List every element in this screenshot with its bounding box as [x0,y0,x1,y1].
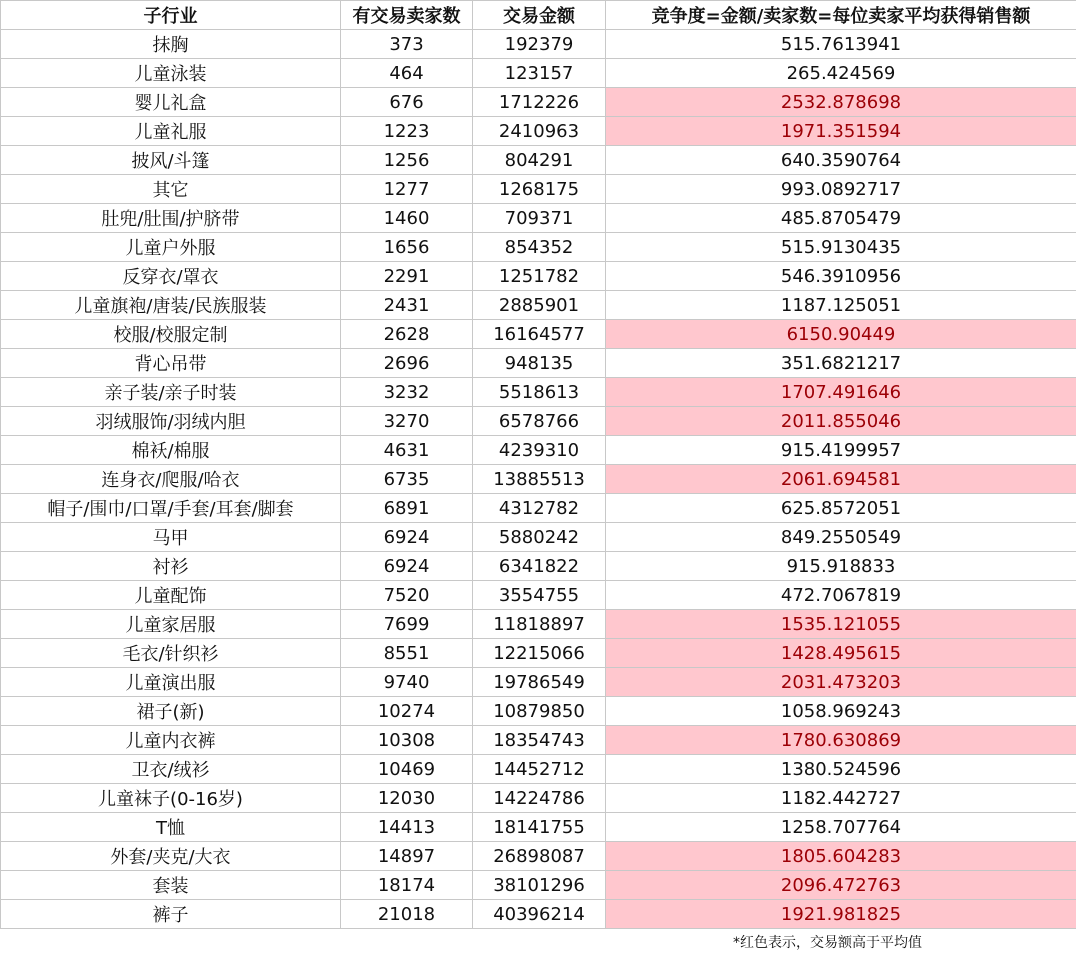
industry-cell: 儿童旗袍/唐装/民族服装 [1,291,341,320]
sellers-cell: 14413 [341,813,473,842]
ratio-cell: 1182.442727 [606,784,1076,813]
amount-cell: 854352 [473,233,606,262]
table-row [1,204,1076,233]
ratio-cell: 915.4199957 [606,436,1076,465]
amount-cell: 18141755 [473,813,606,842]
sellers-cell: 2431 [341,291,473,320]
table-row [1,465,1076,494]
ratio-cell: 2096.472763 [606,871,1076,900]
industry-cell: 背心吊带 [1,349,341,378]
ratio-cell: 2061.694581 [606,465,1076,494]
industry-cell: 儿童演出服 [1,668,341,697]
sellers-cell: 14897 [341,842,473,871]
industry-cell: 衬衫 [1,552,341,581]
ratio-cell: 351.6821217 [606,349,1076,378]
sellers-cell: 1460 [341,204,473,233]
amount-cell: 12215066 [473,639,606,668]
sellers-cell: 6924 [341,523,473,552]
amount-cell: 1712226 [473,88,606,117]
table-row [1,494,1076,523]
table-row [1,697,1076,726]
ratio-cell: 1780.630869 [606,726,1076,755]
sellers-cell: 676 [341,88,473,117]
sellers-cell: 6735 [341,465,473,494]
table-row [1,639,1076,668]
industry-cell: 儿童礼服 [1,117,341,146]
sellers-cell: 12030 [341,784,473,813]
table-row [1,233,1076,262]
industry-cell: 儿童内衣裤 [1,726,341,755]
header-sellers: 有交易卖家数 [341,1,473,30]
table-row [1,146,1076,175]
sellers-cell: 7520 [341,581,473,610]
ratio-cell: 1380.524596 [606,755,1076,784]
industry-cell: 抹胸 [1,30,341,59]
table-row [1,552,1076,581]
ratio-cell: 640.3590764 [606,146,1076,175]
ratio-cell: 993.0892717 [606,175,1076,204]
amount-cell: 40396214 [473,900,606,929]
ratio-cell: 472.7067819 [606,581,1076,610]
sellers-cell: 6891 [341,494,473,523]
table-row [1,871,1076,900]
industry-cell: 儿童户外服 [1,233,341,262]
sellers-cell: 6924 [341,552,473,581]
ratio-cell: 915.918833 [606,552,1076,581]
industry-cell: 校服/校服定制 [1,320,341,349]
sellers-cell: 1277 [341,175,473,204]
sellers-cell: 2628 [341,320,473,349]
sellers-cell: 10274 [341,697,473,726]
ratio-cell: 546.3910956 [606,262,1076,291]
table-row [1,349,1076,378]
sellers-cell: 7699 [341,610,473,639]
footnote: *红色表示，交易额高于平均值 [733,935,922,951]
table-row [1,813,1076,842]
table-row [1,784,1076,813]
industry-cell: 裤子 [1,900,341,929]
table-row [1,262,1076,291]
amount-cell: 1251782 [473,262,606,291]
ratio-cell: 1187.125051 [606,291,1076,320]
amount-cell: 3554755 [473,581,606,610]
industry-cell: 儿童配饰 [1,581,341,610]
table-row [1,291,1076,320]
table-row [1,726,1076,755]
ratio-cell: 1921.981825 [606,900,1076,929]
sellers-cell: 3232 [341,378,473,407]
amount-cell: 4239310 [473,436,606,465]
table-row [1,88,1076,117]
industry-cell: 套装 [1,871,341,900]
amount-cell: 19786549 [473,668,606,697]
ratio-cell: 485.8705479 [606,204,1076,233]
amount-cell: 948135 [473,349,606,378]
table-row [1,407,1076,436]
amount-cell: 5518613 [473,378,606,407]
industry-cell: 披风/斗篷 [1,146,341,175]
industry-cell: 其它 [1,175,341,204]
ratio-cell: 515.9130435 [606,233,1076,262]
ratio-cell: 1058.969243 [606,697,1076,726]
industry-cell: 婴儿礼盒 [1,88,341,117]
table-row [1,610,1076,639]
amount-cell: 14224786 [473,784,606,813]
sellers-cell: 10308 [341,726,473,755]
table-row [1,436,1076,465]
industry-cell: 毛衣/针织衫 [1,639,341,668]
industry-cell: 儿童泳装 [1,59,341,88]
header-ratio: 竞争度=金额/卖家数=每位卖家平均获得销售额 [606,1,1076,30]
amount-cell: 14452712 [473,755,606,784]
ratio-cell: 6150.90449 [606,320,1076,349]
industry-cell: 棉袄/棉服 [1,436,341,465]
table-row [1,523,1076,552]
ratio-cell: 1971.351594 [606,117,1076,146]
sellers-cell: 373 [341,30,473,59]
table-row [1,175,1076,204]
amount-cell: 709371 [473,204,606,233]
amount-cell: 26898087 [473,842,606,871]
amount-cell: 18354743 [473,726,606,755]
sellers-cell: 18174 [341,871,473,900]
ratio-cell: 2532.878698 [606,88,1076,117]
amount-cell: 4312782 [473,494,606,523]
industry-cell: 反穿衣/罩衣 [1,262,341,291]
industry-cell: 羽绒服饰/羽绒内胆 [1,407,341,436]
sellers-cell: 4631 [341,436,473,465]
industry-cell: 外套/夹克/大衣 [1,842,341,871]
header-amount: 交易金额 [473,1,606,30]
amount-cell: 123157 [473,59,606,88]
table-row [1,900,1076,929]
industry-cell: 连身衣/爬服/哈衣 [1,465,341,494]
amount-cell: 13885513 [473,465,606,494]
amount-cell: 6341822 [473,552,606,581]
industry-cell: T恤 [1,813,341,842]
table-row [1,668,1076,697]
amount-cell: 1268175 [473,175,606,204]
ratio-cell: 625.8572051 [606,494,1076,523]
ratio-cell: 1535.121055 [606,610,1076,639]
amount-cell: 38101296 [473,871,606,900]
table-row [1,581,1076,610]
ratio-cell: 1707.491646 [606,378,1076,407]
sellers-cell: 9740 [341,668,473,697]
amount-cell: 804291 [473,146,606,175]
amount-cell: 10879850 [473,697,606,726]
industry-cell: 亲子装/亲子时装 [1,378,341,407]
sellers-cell: 8551 [341,639,473,668]
sellers-cell: 3270 [341,407,473,436]
table-body [1,30,1076,929]
table-row [1,30,1076,59]
ratio-cell: 1805.604283 [606,842,1076,871]
table-row [1,842,1076,871]
ratio-cell: 1258.707764 [606,813,1076,842]
table-row [1,755,1076,784]
sellers-cell: 2291 [341,262,473,291]
ratio-cell: 2011.855046 [606,407,1076,436]
ratio-cell: 265.424569 [606,59,1076,88]
industry-cell: 儿童袜子(0-16岁) [1,784,341,813]
table-row [1,320,1076,349]
amount-cell: 2885901 [473,291,606,320]
amount-cell: 2410963 [473,117,606,146]
industry-cell: 卫衣/绒衫 [1,755,341,784]
industry-cell: 裙子(新) [1,697,341,726]
table-row [1,378,1076,407]
amount-cell: 11818897 [473,610,606,639]
amount-cell: 192379 [473,30,606,59]
amount-cell: 6578766 [473,407,606,436]
industry-cell: 儿童家居服 [1,610,341,639]
sellers-cell: 10469 [341,755,473,784]
industry-cell: 帽子/围巾/口罩/手套/耳套/脚套 [1,494,341,523]
industry-cell: 肚兜/肚围/护脐带 [1,204,341,233]
sellers-cell: 1223 [341,117,473,146]
table-row [1,117,1076,146]
sellers-cell: 1656 [341,233,473,262]
ratio-cell: 1428.495615 [606,639,1076,668]
header-industry: 子行业 [1,1,341,30]
sellers-cell: 1256 [341,146,473,175]
ratio-cell: 849.2550549 [606,523,1076,552]
ratio-cell: 2031.473203 [606,668,1076,697]
header-row [1,1,1076,30]
ratio-cell: 515.7613941 [606,30,1076,59]
sellers-cell: 464 [341,59,473,88]
table-row [1,59,1076,88]
amount-cell: 16164577 [473,320,606,349]
amount-cell: 5880242 [473,523,606,552]
sellers-cell: 21018 [341,900,473,929]
industry-cell: 马甲 [1,523,341,552]
sellers-cell: 2696 [341,349,473,378]
